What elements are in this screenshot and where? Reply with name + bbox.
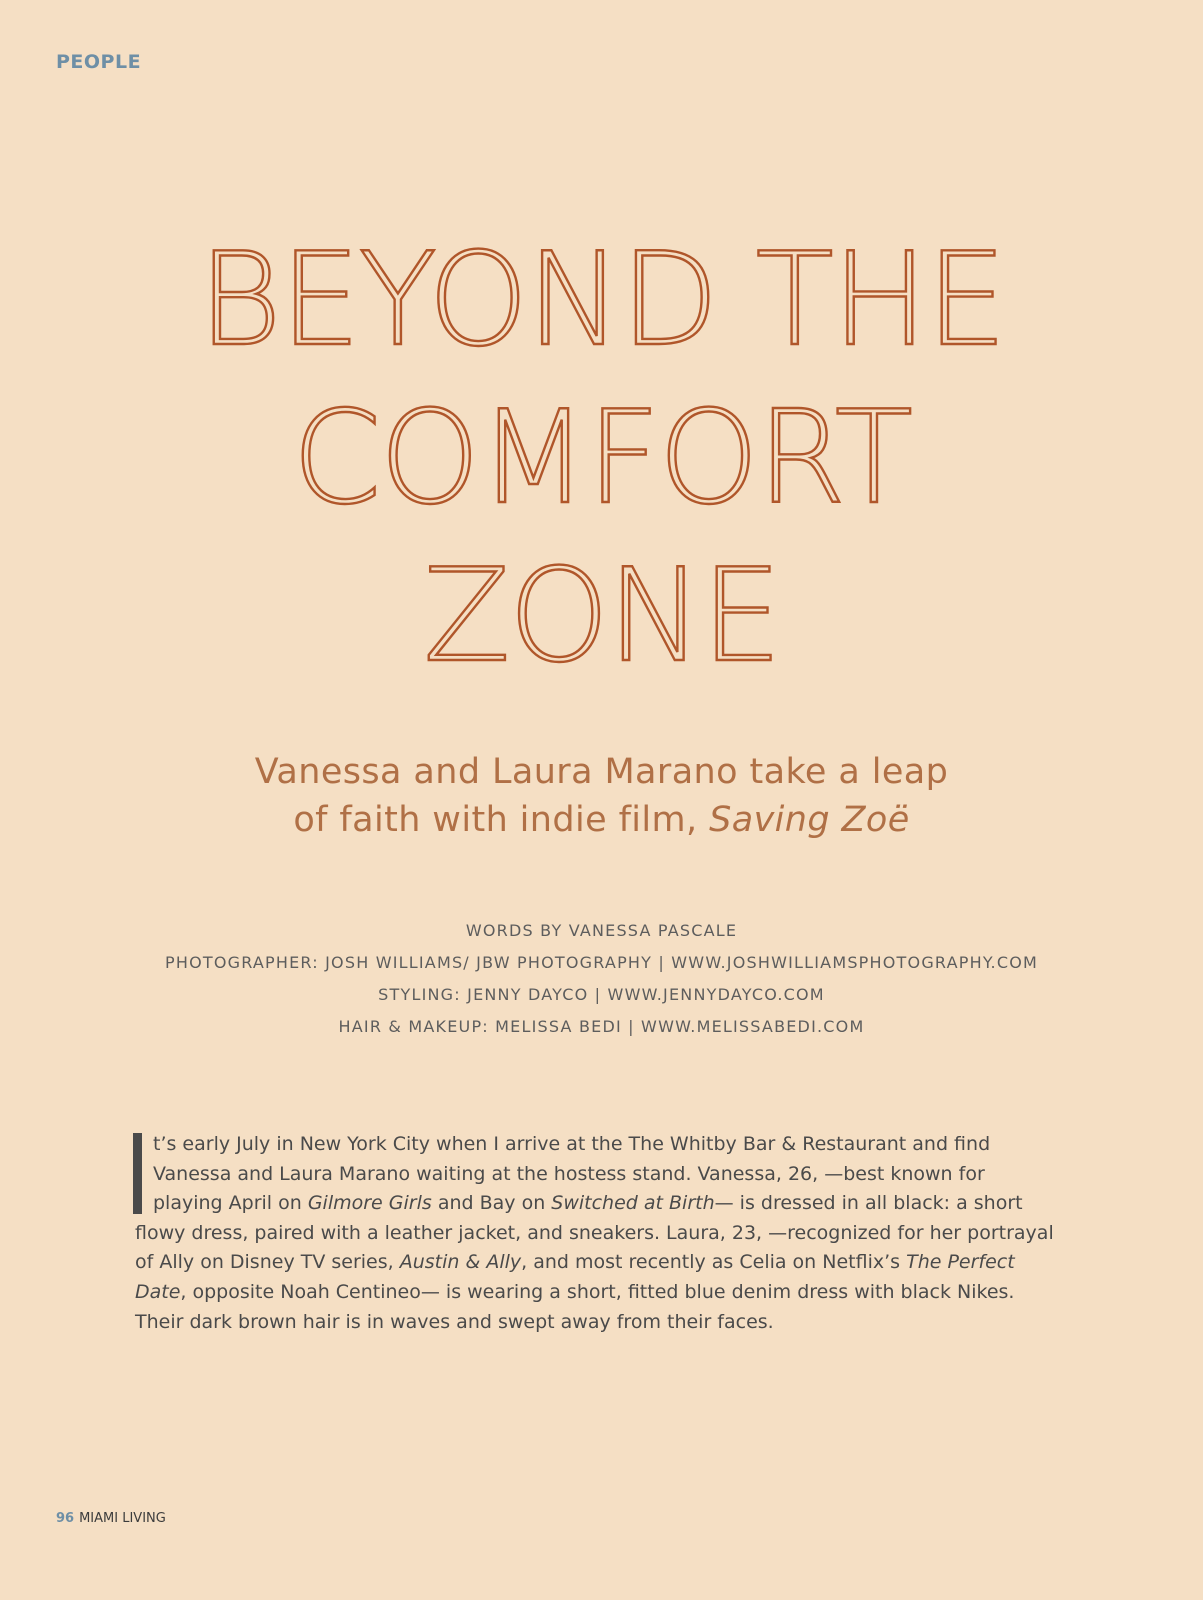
credit-styling: STYLING: JENNY DAYCO | WWW.JENNYDAYCO.COM [378, 985, 825, 1004]
article-body [135, 1130, 1060, 1337]
article-text: , and most recently as Celia on Netflix’s [521, 1251, 907, 1274]
folio [56, 1511, 166, 1526]
subheadline-line-1: Vanessa and Laura Marano take a leap [254, 752, 949, 792]
credits [0, 915, 1203, 1043]
credit-hair-makeup: HAIR & MAKEUP: MELISSA BEDI | WWW.MELISSABEDI.COM [338, 1017, 865, 1036]
credit-writer: WORDS BY VANESSA PASCALE [465, 921, 738, 940]
credit-photographer: PHOTOGRAPHER: JOSH WILLIAMS/ JBW PHOTOGRAPHY | WWW.JOSHWILLIAMSPHOTOGRAPHY.COM [164, 953, 1039, 972]
headline [0, 222, 1203, 696]
article-text: , opposite Noah Centineo— is wearing a short, fitted blue denim dress with black Nikes. Their dark brown hair is in waves and swept away from their faces. [135, 1280, 1015, 1333]
article-italic-title: Gilmore Girls [307, 1192, 432, 1215]
article-text: and Bay on [431, 1192, 552, 1215]
page-number: 96 [56, 1511, 75, 1526]
article-paragraph [135, 1133, 1054, 1333]
subheadline-line-2 [0, 796, 1203, 844]
article-italic-title: Switched at Birth [551, 1192, 715, 1215]
article-italic-title: Austin & Ally [399, 1251, 522, 1274]
headline-line-3: ZONE [422, 542, 781, 691]
article-text: t’s early July in New York City when I arrive at the The Whitby Bar & Restaurant and find Vanessa and Laura Marano waiting at the hostess stand. Vanessa, 26, —best known for playing April on [153, 1133, 991, 1215]
article-text: — is dressed in all black: a short flowy dress, paired with a leather jacket, and sneakers. Laura, 23, —recognized for her portrayal of Ally on Disney TV series, [135, 1192, 1054, 1274]
section-label: PEOPLE [56, 51, 142, 73]
publication-name: MIAMI LIVING [79, 1511, 166, 1526]
drop-cap [133, 1130, 145, 1218]
drop-cap-bar [133, 1133, 142, 1214]
headline-line-2: COMFORT [292, 384, 911, 533]
article-italic-title: The Perfect Date [135, 1251, 1015, 1303]
subheadline [0, 748, 1203, 844]
film-title: Saving Zoë [709, 800, 910, 840]
subheadline-line-2-text: of faith with indie film, [293, 800, 710, 840]
headline-line-1: BEYOND THE [198, 226, 1005, 375]
